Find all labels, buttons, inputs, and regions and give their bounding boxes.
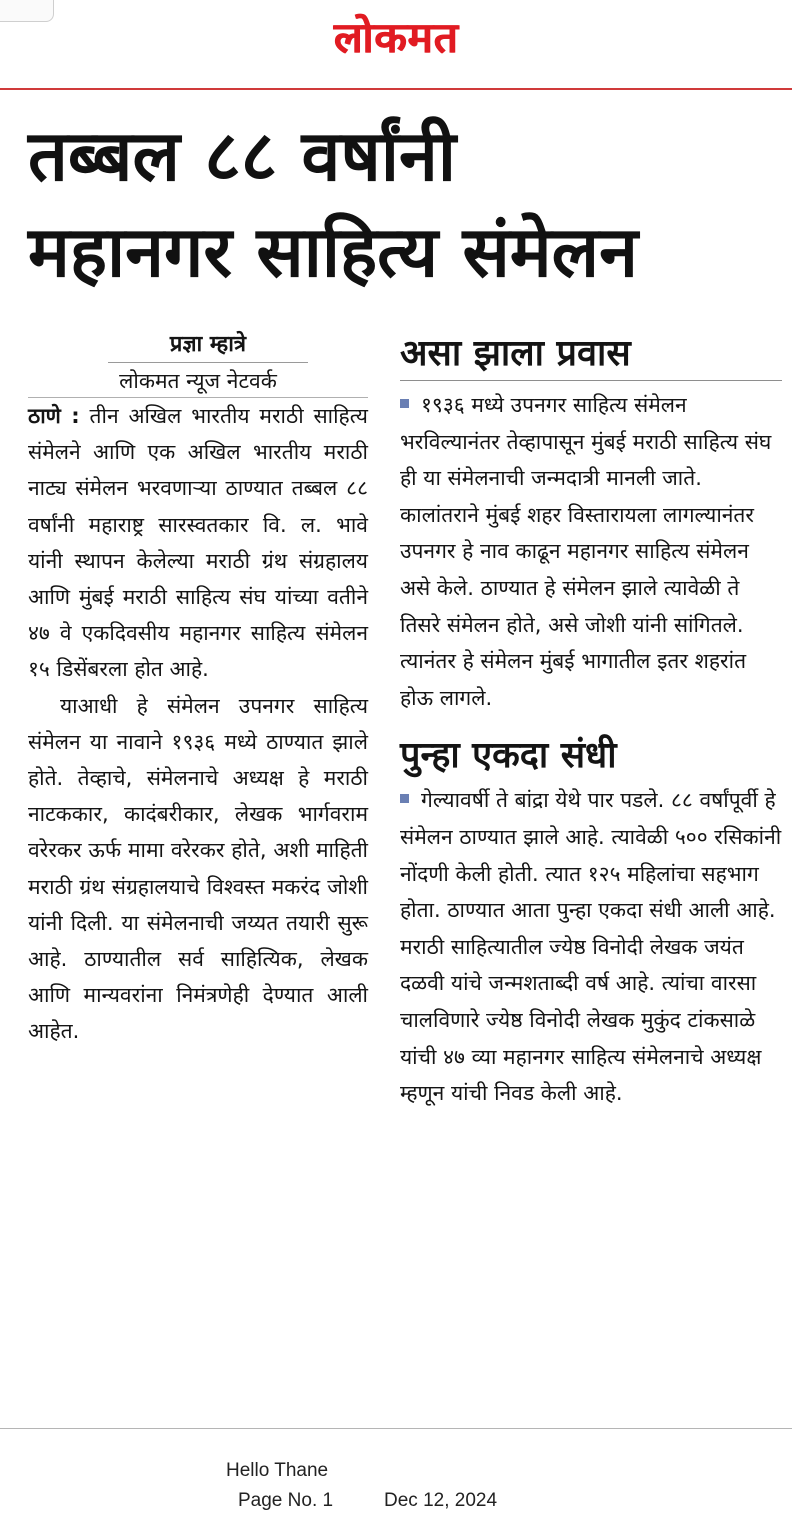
section-opportunity <box>400 730 782 1111</box>
section-opportunity-body: गेल्यावर्षी ते बांद्रा येथे पार पडले. ८८ वर्षांपूर्वी हे संमेलन ठाण्यात झाले आहे. त्यावेळी ५०० रसिकांनी नोंदणी केली होती. त्यात १२५ महिलांचा सहभाग होता. ठाण्यात आता पुन्हा एकदा संधी आली आहे. मराठी साहित्यातील ज्येष्ठ विनोदी लेखक जयंत दळवी यांचे जन्मशताब्दी वर्ष आहे. त्यांचा वारसा चालविणारे ज्येष्ठ विनोदी लेखक मुकुंद टांकसाळे यांची ४७ व्या महानगर साहित्य संमेलनाचे अध्यक्ष म्हणून यांची निवड केली आहे. <box>400 788 782 1106</box>
dateline: ठाणे : <box>28 404 80 428</box>
square-bullet-icon <box>400 399 409 408</box>
headline <box>28 108 788 300</box>
article-paragraph-2: याआधी हे संमेलन उपनगर साहित्य संमेलन या नावाने १९३६ मध्ये ठाण्यात झाले होते. तेव्हाचे, संमेलनाचे अध्यक्ष हे मराठी नाटककार, कादंबरीकार, लेखक भार्गवराम वरेरकर ऊर्फ मामा वरेरकर होते, अशी माहिती मराठी ग्रंथ संग्रहालयाचे विश्वस्त मकरंद जोशी यांनी दिली. या संमेलनाची जय्यत तयारी सुरू आहे. ठाण्यातील सर्व साहित्यिक, लेखक आणि मान्यवरांना निमंत्रणेही देण्यात आली आहेत. <box>28 693 368 1044</box>
article-paragraph-1 <box>28 398 368 688</box>
section-journey <box>400 328 782 716</box>
headline-line-1: तब्बल ८८ वर्षांनी <box>28 115 456 197</box>
section-opportunity-text <box>400 782 782 1111</box>
section-heading-opportunity: पुन्हा एकदा संधी <box>400 735 617 777</box>
lokmat-logo: लोकमत <box>333 13 459 62</box>
footer-page-number: Page No. 1 <box>238 1490 334 1511</box>
section-journey-body: १९३६ मध्ये उपनगर साहित्य संमेलन भरविल्यानंतर तेव्हापासून मुंबई मराठी साहित्य संघ ही या संमेलनाची जन्मदात्री मानली जाते. कालांतराने मुंबई शहर विस्तारायला लागल्यानंतर उपनगर हे नाव काढून महानगर साहित्य संमेलन असे केले. ठाण्यात हे संमेलन झाले त्यावेळी ते तिसरे संमेलन होते, असे जोशी यांनी सांगितले. त्यानंतर हे संमेलन मुंबई भागातील इतर शहरांत होऊ लागले. <box>400 393 772 710</box>
right-column <box>400 328 782 1112</box>
news-agency: लोकमत न्यूज नेटवर्क <box>28 365 368 398</box>
section-journey-text <box>400 387 782 716</box>
byline: प्रज्ञा म्हात्रे <box>108 330 308 363</box>
masthead <box>0 8 792 68</box>
square-bullet-icon <box>400 794 409 803</box>
section-rule <box>400 380 782 381</box>
masthead-rule <box>0 88 792 90</box>
footer-date: Dec 12, 2024 <box>384 1490 498 1511</box>
footer-rule <box>0 1428 792 1429</box>
footer-source: Hello Thane <box>226 1460 329 1481</box>
headline-line-2: महानगर साहित्य संमेलन <box>28 211 638 293</box>
section-heading-journey: असा झाला प्रवास <box>400 333 631 374</box>
left-column <box>28 330 368 1050</box>
paragraph-1-text: तीन अखिल भारतीय मराठी साहित्य संमेलने आणि एक अखिल भारतीय मराठी नाट्य संमेलन भरवणाऱ्या ठाण्यात तब्बल ८८ वर्षांनी महाराष्ट्र सारस्वतकार वि. ल. भावे यांनी स्थापन केलेल्या मराठी ग्रंथ संग्रहालय आणि मुंबई मराठी साहित्य संघ यांच्या वतीने ४७ वे एकदिवसीय महानगर साहित्य संमेलन १५ डिसेंबरला होत आहे. <box>28 404 368 682</box>
